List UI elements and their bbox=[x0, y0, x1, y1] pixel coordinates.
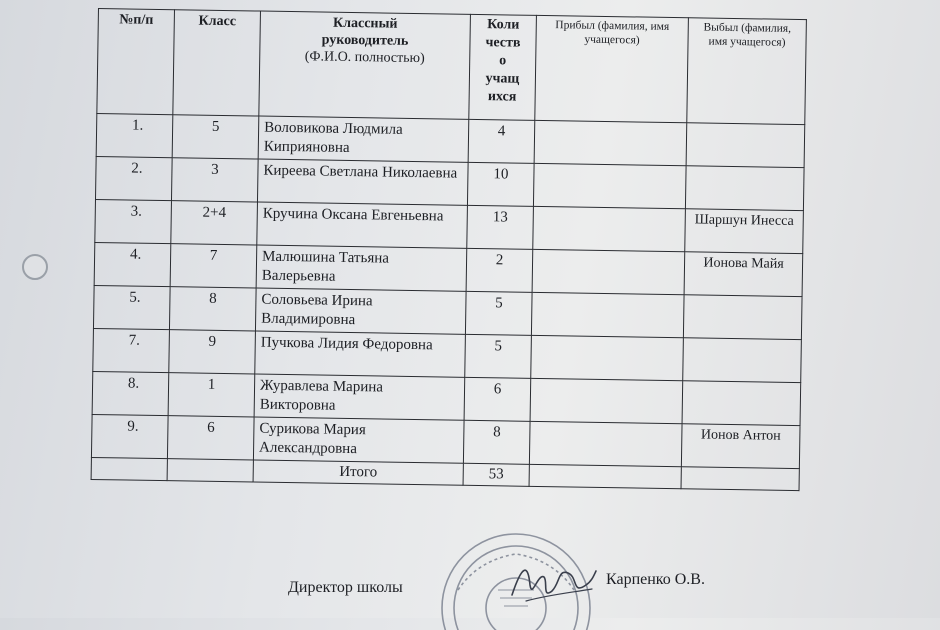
punch-hole bbox=[22, 254, 48, 280]
total-empty-cell bbox=[681, 467, 799, 491]
row-teacher: Кручина Оксана Евгеньевна bbox=[257, 202, 468, 248]
row-departed: Ионов Антон bbox=[681, 424, 800, 469]
row-teacher: Пучкова Лидия Федоровна bbox=[255, 331, 466, 377]
row-departed: Ионова Майя bbox=[684, 252, 803, 297]
row-class: 3 bbox=[171, 158, 258, 202]
row-count: 5 bbox=[465, 334, 532, 378]
header-count-line-4: учащ bbox=[485, 71, 520, 87]
row-teacher: Воловикова Людмила Киприяновна bbox=[258, 116, 469, 162]
total-value: 53 bbox=[463, 463, 529, 486]
row-arrived bbox=[531, 335, 684, 380]
row-class: 1 bbox=[168, 373, 255, 417]
row-arrived bbox=[534, 120, 687, 165]
total-empty-cell bbox=[529, 464, 681, 488]
row-class: 6 bbox=[167, 416, 254, 460]
row-num: 9. bbox=[91, 414, 168, 458]
row-teacher: Малюшина Татьяна Валерьевна bbox=[256, 245, 467, 291]
row-num: 5. bbox=[93, 285, 170, 329]
row-arrived bbox=[530, 378, 683, 423]
header-class: Класс bbox=[173, 10, 261, 116]
header-teacher-line-3: (Ф.И.О. полностью) bbox=[304, 49, 425, 67]
row-departed bbox=[683, 295, 802, 340]
row-count: 8 bbox=[463, 420, 530, 464]
header-num: №п/п bbox=[97, 9, 175, 115]
row-count: 2 bbox=[466, 248, 533, 292]
header-teacher-line-2: руководитель bbox=[321, 32, 409, 49]
header-count-line-1: Коли bbox=[487, 17, 520, 33]
row-class: 2+4 bbox=[171, 201, 258, 245]
row-class: 5 bbox=[172, 115, 259, 159]
row-arrived bbox=[533, 163, 686, 208]
table-header-row bbox=[97, 9, 807, 125]
row-class: 7 bbox=[170, 244, 257, 288]
header-teacher bbox=[259, 11, 471, 119]
header-count bbox=[469, 14, 537, 120]
header-count-line-3: о bbox=[499, 53, 507, 69]
class-list-table bbox=[91, 8, 807, 491]
row-departed bbox=[683, 338, 802, 383]
row-num: 2. bbox=[95, 156, 172, 200]
row-num: 4. bbox=[94, 242, 171, 286]
director-name: Карпенко О.В. bbox=[606, 571, 705, 588]
row-num: 7. bbox=[93, 328, 170, 372]
row-num: 3. bbox=[95, 199, 172, 243]
row-departed bbox=[685, 166, 804, 211]
header-count-line-2: честв bbox=[485, 35, 521, 51]
row-arrived bbox=[533, 206, 686, 251]
total-empty-cell bbox=[91, 457, 167, 480]
row-teacher: Киреева Светлана Николаевна bbox=[257, 159, 468, 205]
header-count-line-5: ихся bbox=[487, 89, 517, 105]
row-count: 6 bbox=[464, 377, 531, 421]
row-departed bbox=[686, 123, 805, 168]
director-label: Директор школы bbox=[288, 579, 403, 596]
row-count: 10 bbox=[467, 162, 534, 206]
header-arrived: Прибыл (фамилия, имя учащегося) bbox=[535, 15, 689, 122]
row-arrived bbox=[532, 249, 685, 294]
row-departed: Шаршун Инесса bbox=[685, 209, 804, 254]
row-class: 9 bbox=[169, 330, 256, 374]
header-departed: Выбыл (фамилия, имя учащегося) bbox=[687, 18, 807, 125]
row-arrived bbox=[529, 421, 682, 466]
row-num: 1. bbox=[96, 113, 173, 157]
header-teacher-line-1: Классный bbox=[332, 15, 398, 32]
row-teacher: Соловьева Ирина Владимировна bbox=[255, 288, 466, 334]
director-signature bbox=[508, 555, 598, 610]
row-class: 8 bbox=[169, 287, 256, 331]
row-num: 8. bbox=[92, 371, 169, 415]
row-count: 4 bbox=[468, 119, 535, 163]
row-count: 13 bbox=[467, 205, 534, 249]
row-count: 5 bbox=[465, 291, 532, 335]
row-arrived bbox=[531, 292, 684, 337]
total-empty-cell bbox=[167, 459, 253, 482]
total-label: Итого bbox=[253, 460, 463, 485]
row-teacher: Сурикова Мария Александровна bbox=[253, 417, 464, 463]
row-teacher: Журавлева Марина Викторовна bbox=[254, 374, 465, 420]
row-departed bbox=[682, 381, 801, 426]
